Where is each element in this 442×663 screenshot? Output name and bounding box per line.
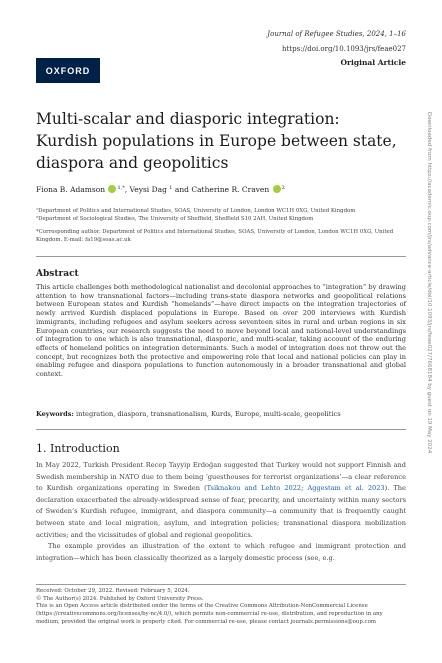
author-superscript: 1,* <box>117 185 125 191</box>
orcid-icon[interactable] <box>108 185 116 193</box>
author-list <box>36 185 285 194</box>
citation-separator: ; <box>301 484 308 493</box>
oxford-logo: OXFORD <box>36 58 100 83</box>
author-name: Catherine R. Craven <box>191 185 270 194</box>
divider <box>36 256 406 257</box>
paragraph: The example provides an illustration of the extent to which refugee and immigrant protection and integration—which has been classically theorized as a largely domestic process (see, e.g. <box>36 542 406 562</box>
keywords-label: Keywords: <box>36 410 74 418</box>
paragraph-text: ). The declaration exacerbated the already-widespread sense of fear, precarity, and uncertainty within many sectors of Sweden’s Kurdish refugee, immigrant, and diaspora community—a community that is frequently caught between state and local migration, asylum, and integration policies; transnational diaspora mobilization activities; and the vicissitudes of global and regional geopolitics. <box>36 484 406 539</box>
section-heading: 1. Introduction <box>36 442 120 455</box>
introduction-body <box>36 460 406 564</box>
author-superscript: 1 <box>169 185 173 191</box>
paper-title: Multi-scalar and diasporic integration: Kurdish populations in Europe between state, diaspora and geopolitics <box>36 110 397 172</box>
keywords <box>36 410 406 418</box>
affiliation-2: ²Department of Sociological Studies, The University of Sheffield, Sheffield S10 2AH, United Kingdom <box>36 216 314 222</box>
paragraph-text: In May 2022, Turkish President Recep Tayyip Erdoğan suggested that Turkey would not support Finnish and Swedish membership in NATO due to them being ‘guesthouses for terrorist organizations’—a clear reference to Kurdish organizations operating in Sweden ( <box>36 461 406 493</box>
author-separator: , <box>124 185 128 194</box>
abstract-heading: Abstract <box>36 269 79 279</box>
affiliation-1: ¹Department of Politics and International Studies, SOAS, University of London, London WC1H 0XG, United Kingdom <box>36 208 356 214</box>
journal-citation: Journal of Refugee Studies, 2024, 1–16 <box>267 30 406 38</box>
paragraph <box>36 460 406 541</box>
author-name: Fiona B. Adamson <box>36 185 106 194</box>
corresponding-author: *Corresponding author. Department of Politics and International Studies, SOAS, University of London, London WC1H 0XG, United Kingdom. E-mail: fa19@soas.ac.uk <box>36 229 394 243</box>
doi-link[interactable]: https://doi.org/10.1093/jrs/feae027 <box>281 45 406 53</box>
author-name: Veysi Dag <box>129 185 167 194</box>
license-text: This is an Open Access article distributed under the terms of the Creative Commons Attribution-NonCommercial License (https://creativecommons.org/licenses/by-nc/4.0/), which permits non-commercial re-use, distribution, and reproduction in any medium, provided the original work is properly cited. For commercial re-use, please contact journals.permissions@oup.com <box>36 603 383 625</box>
citation-link[interactable]: Tsiknakou and Lehto 2022 <box>206 484 302 493</box>
author-connector: and <box>174 185 189 194</box>
copyright: © The Author(s) 2024. Published by Oxford University Press. <box>36 595 204 602</box>
download-watermark: Downloaded from https://academic.oup.com/jrs/advance-article/doi/10.1093/jrs/feae027/7668184 by guest on 19 May 2024 <box>426 112 432 454</box>
author-superscript: 2 <box>281 185 285 191</box>
divider <box>36 429 406 430</box>
footer-notes <box>36 588 406 627</box>
orcid-icon[interactable] <box>273 185 281 193</box>
article-type: Original Article <box>340 58 406 67</box>
abstract-text: This article challenges both methodological nationalist and decolonial approaches to “integration” by drawing attention to how transnational factors—including trans-state diaspora networks and geopolitical relations between European states and Kurdish “homelands”—have direct impacts on the integration trajectories of newly arrived Kurdish displaced populations in Europe. Based on over 200 interviews with Kurdish immigrants, including refugees and asylum seekers across seventeen sites in rural and urban regions in six European countries, our research suggests the need to move beyond local and national-level understandings of integration to one which is also transnational, diasporic, and multi-scalar, taking account of the enduring effects of homeland politics on integration determinants. Such a model of integration does not throw out the concept, but recognizes both the protective and empowering role that local and national policies can play in enabling refugee and diaspora populations to function autonomously in a broader transnational and global context. <box>36 283 406 379</box>
received-dates: Received: October 29, 2022. Revised: February 5, 2024. <box>36 588 190 594</box>
footer-divider <box>36 584 406 585</box>
citation-link[interactable]: Aggestam et al. 2023 <box>307 484 385 493</box>
keywords-list: integration, diaspora, transnationalism, Kurds, Europe, multi-scale, geopolitics <box>76 410 341 418</box>
